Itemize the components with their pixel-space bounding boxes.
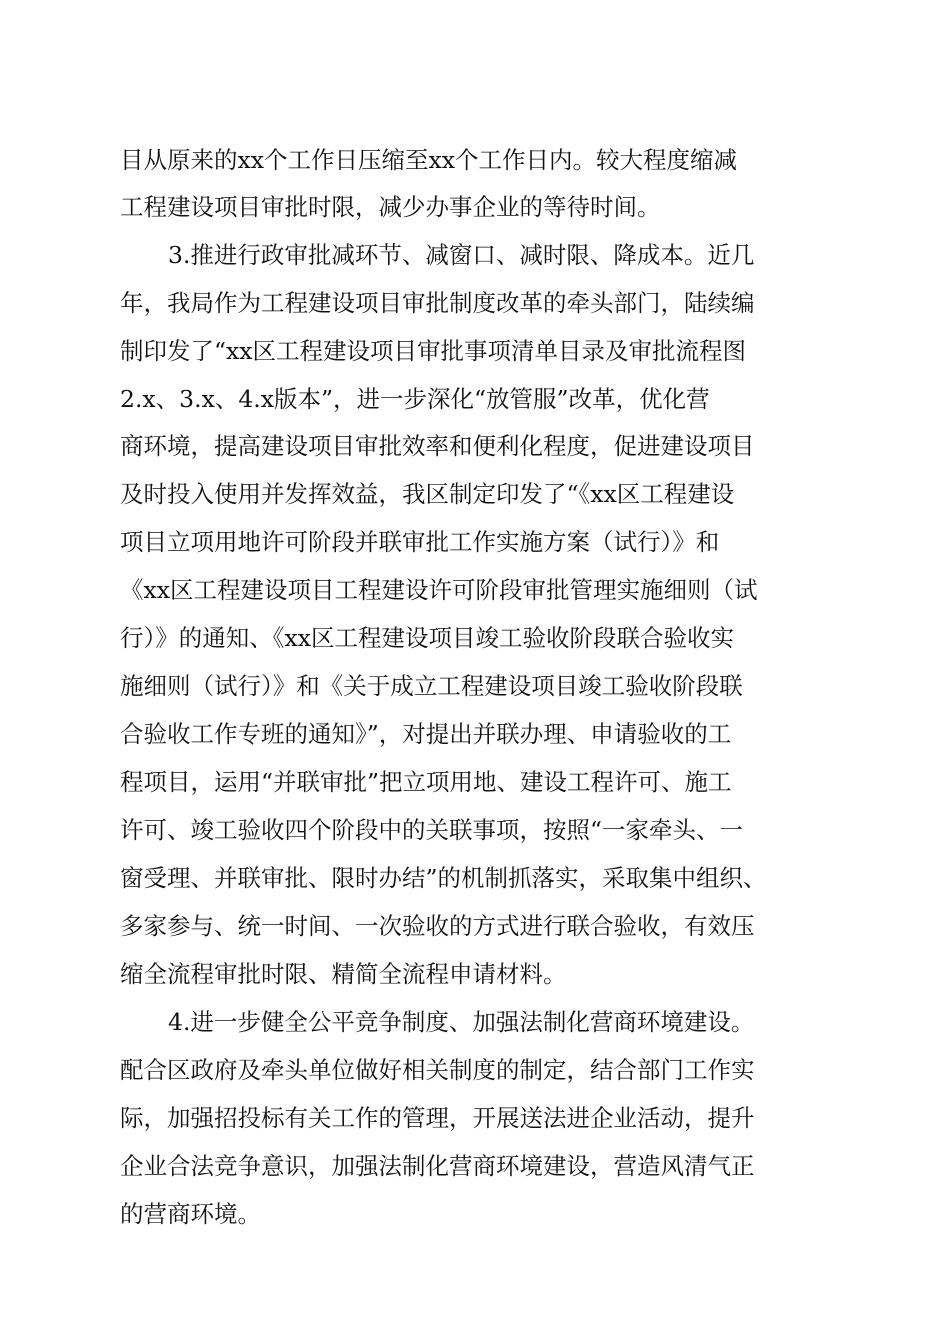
text-line: 合验收工作专班的通知》”，对提出并联办理、申请验收的工	[120, 720, 732, 748]
text-line: 窗受理、并联审批、限时办结”的机制抓落实，采取集中组织、	[120, 864, 767, 892]
text-line: 行）》的通知、《xx区工程建设项目竣工验收阶段联合验收实	[120, 624, 735, 652]
text-line: 施细则（试行）》和《关于成立工程建设项目竣工验收阶段联	[120, 672, 743, 700]
text-line: 年，我局作为工程建设项目审批制度改革的牵头部门，陆续编	[120, 289, 755, 317]
text-line: 2.x、3.x、4.x版本”，进一步深化“放管服”改革，优化营	[120, 385, 710, 413]
text-line: 的营商环境。	[120, 1200, 261, 1228]
text-line: 企业合法竞争意识，加强法制化营商环境建设，营造风清气正	[120, 1152, 755, 1180]
text-line: 工程建设项目审批时限，减少办事企业的等待时间。	[120, 193, 661, 221]
text-line: 许可、竣工验收四个阶段中的关联事项，按照“一家牵头、一	[120, 816, 744, 844]
text-line: 制印发了“xx区工程建设项目审批事项清单目录及审批流程图	[120, 337, 747, 365]
paragraph-4-start: 4.进一步健全公平竞争制度、加强法制化营商环境建设。	[168, 1008, 755, 1036]
text-line: 际，加强招投标有关工作的管理，开展送法进企业活动，提升	[120, 1104, 755, 1132]
text-line: 程项目，运用“并联审批”把立项用地、建设工程许可、施工	[120, 768, 732, 796]
text-line: 多家参与、统一时间、一次验收的方式进行联合验收，有效压	[120, 912, 755, 940]
text-line: 目从原来的xx个工作日压缩至xx个工作日内。较大程度缩减	[120, 146, 738, 174]
text-line: 配合区政府及牵头单位做好相关制度的制定，结合部门工作实	[120, 1056, 755, 1084]
text-line: 缩全流程审批时限、精简全流程申请材料。	[120, 960, 567, 988]
text-line: 《xx区工程建设项目工程建设许可阶段审批管理实施细则（试	[120, 576, 758, 604]
paragraph-3-start: 3.推进行政审批减环节、减窗口、减时限、降成本。近几	[168, 241, 755, 269]
text-line: 项目立项用地许可阶段并联审批工作实施方案（试行）》和	[120, 528, 720, 556]
text-line: 商环境，提高建设项目审批效率和便利化程度，促进建设项目	[120, 432, 755, 460]
text-line: 及时投入使用并发挥效益，我区制定印发了“《xx区工程建设	[120, 480, 735, 508]
